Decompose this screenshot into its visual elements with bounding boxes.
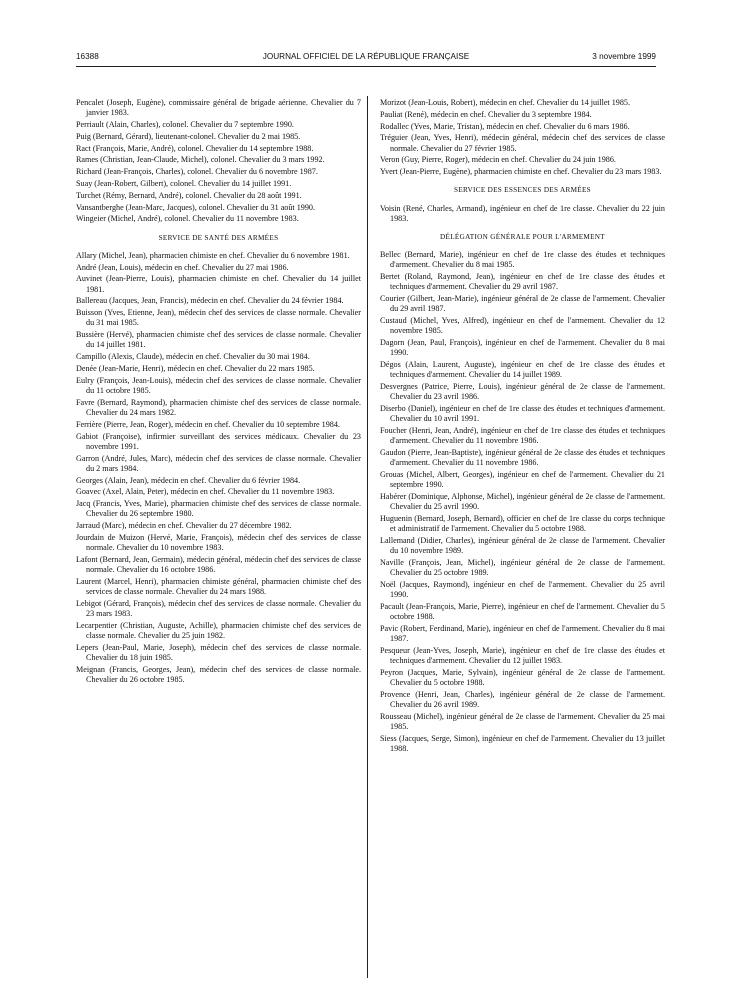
entries-dga: [380, 250, 665, 754]
list-item: Grouas (Michel, Albert, Georges), ingénieur en chef de l'armement. Chevalier du 21 septembre 1990.: [380, 470, 665, 490]
list-item: Jourdain de Muizon (Hervé, Marie, François), médecin chef des services de classe normale. Chevalier du 10 novembre 1983.: [76, 532, 361, 553]
journal-title: JOURNAL OFFICIEL DE LA RÉPUBLIQUE FRANÇAISE: [262, 52, 470, 61]
list-item: Rousseau (Michel), ingénieur général de 2e classe de l'armement. Chevalier du 25 mai 1985.: [380, 712, 665, 732]
list-item: Lebigot (Gérard, François), médecin chef des services de classe normale. Chevalier du 23 mars 1983.: [76, 598, 361, 619]
right-column: [380, 98, 665, 756]
page-header: [76, 52, 656, 66]
list-item: Lallemand (Didier, Charles), ingénieur général de 2e classe de l'armement. Chevalier du 10 novembre 1989.: [380, 536, 665, 556]
list-item: Ferrière (Pierre, Jean, Roger), médecin en chef. Chevalier du 10 septembre 1984.: [76, 419, 340, 429]
list-item: Huguenin (Bernard, Joseph, Bernard), officier en chef de 1re classe du corps technique et administratif de l'armement. Chevalier du 5 octobre 1988.: [380, 514, 665, 534]
list-item: Diserbo (Daniel), ingénieur en chef de 1re classe des études et techniques d'armement. Chevalier du 10 avril 1991.: [380, 404, 665, 424]
list-item: Lecarpentier (Christian, Auguste, Achille), pharmacien chimiste chef des services de classe normale. Chevalier du 25 juin 1982.: [76, 620, 361, 641]
page-number: 16388: [76, 52, 99, 61]
list-item: Siess (Jacques, Serge, Simon), ingénieur en chef de l'armement. Chevalier du 13 juillet 1988.: [380, 734, 665, 754]
list-item: Pencalet (Joseph, Eugène), commissaire général de brigade aérienne. Chevalier du 7 janvier 1983.: [76, 98, 361, 118]
list-item: Pavic (Robert, Ferdinand, Marie), ingénieur en chef de l'armement. Chevalier du 8 mai 1987.: [380, 624, 665, 644]
list-item: Laurent (Marcel, Henri), pharmacien chimiste général, pharmacien chimiste chef des services de classe normale. Chevalier du 24 mars 1988.: [76, 576, 361, 597]
list-item: Veron (Guy, Pierre, Roger), médecin en chef. Chevalier du 24 juin 1986.: [380, 155, 616, 165]
list-item: Provence (Henri, Jean, Charles), ingénieur général de 2e classe de l'armement. Chevalier du 26 avril 1989.: [380, 690, 665, 710]
list-item: Ract (François, Marie, André), colonel. Chevalier du 14 septembre 1988.: [76, 143, 314, 153]
list-item: Rodallec (Yves, Marie, Tristan), médecin en chef. Chevalier du 6 mars 1986.: [380, 121, 630, 131]
list-item: André (Jean, Louis), médecin en chef. Chevalier du 27 mai 1986.: [76, 262, 289, 272]
list-item: Campillo (Alexis, Claude), médecin en chef. Chevalier du 30 mai 1984.: [76, 352, 310, 362]
list-item: Foucher (Henri, Jean, André), ingénieur en chef de 1re classe des études et techniques d'armement. Chevalier du 11 novembre 1986.: [380, 426, 665, 446]
section-title-essences: SERVICE DES ESSENCES DES ARMÉES: [454, 186, 591, 195]
list-item: Jacq (Francis, Yves, Marie), pharmacien chimiste chef des services de classe normale. Chevalier du 26 septembre 1980.: [76, 499, 361, 519]
list-item: Yvert (Jean-Pierre, Eugène), pharmacien chimiste en chef. Chevalier du 23 mars 1983.: [380, 167, 662, 177]
issue-date: 3 novembre 1999: [592, 52, 656, 61]
entries-air: [76, 98, 361, 225]
list-item: Eulry (François, Jean-Louis), médecin chef des services de classe normale. Chevalier du 11 octobre 1985.: [76, 375, 361, 395]
list-item: Perriault (Alain, Charles), colonel. Chevalier du 7 septembre 1990.: [76, 120, 294, 129]
list-item: Puig (Bernard, Gérard), lieutenant-colonel. Chevalier du 2 mai 1985.: [76, 131, 301, 141]
list-item: Desvergnes (Patrice, Pierre, Louis), ingénieur général de 2e classe de l'armement. Chevalier du 23 avril 1986.: [380, 382, 665, 402]
list-item: Naville (François, Jean, Michel), ingénieur général de 2e classe de l'armement. Chevalier du 25 octobre 1989.: [380, 558, 665, 578]
header-rule: [76, 66, 656, 67]
list-item: Custaud (Michel, Yves, Alfred), ingénieur en chef de l'armement. Chevalier du 12 novembre 1985.: [380, 316, 665, 336]
list-item: Courier (Gilbert, Jean-Marie), ingénieur général de 2e classe de l'armement. Chevalier du 29 avril 1987.: [380, 294, 665, 314]
list-item: Goavec (Axel, Alain, Peter), médecin en chef. Chevalier du 11 novembre 1983.: [76, 487, 335, 497]
list-item: Pacault (Jean-François, Marie, Pierre), ingénieur en chef de l'armement. Chevalier du 5 octobre 1988.: [380, 602, 665, 622]
list-item: Richard (Jean-François, Charles), colonel. Chevalier du 6 novembre 1987.: [76, 167, 318, 177]
list-item: Tréguier (Jean, Yves, Henri), médecin général, médecin chef des services de classe normale. Chevalier du 27 février 1985.: [380, 133, 665, 153]
list-item: Suay (Jean-Robert, Gilbert), colonel. Chevalier du 14 juillet 1991.: [76, 178, 292, 188]
list-item: Pesqueur (Jean-Yves, Joseph, Marie), ingénieur en chef de 1re classe des études et techniques d'armement. Chevalier du 12 juillet 1983.: [380, 646, 665, 666]
list-item: Meignan (Francis, Georges, Jean), médecin chef des services de classe normale. Chevalier du 26 octobre 1985.: [76, 664, 361, 685]
column-divider: [367, 96, 368, 978]
list-item: Bellec (Bernard, Marie), ingénieur en chef de 1re classe des études et techniques d'armement. Chevalier du 8 mai 1985.: [380, 250, 665, 270]
list-item: Wingeier (Michel, André), colonel. Chevalier du 11 novembre 1983.: [76, 214, 299, 224]
list-item: Garron (André, Jules, Marc), médecin chef des services de classe normale. Chevalier du 2 mars 1984.: [76, 453, 361, 473]
list-item: Pauliat (René), médecin en chef. Chevalier du 3 septembre 1984.: [380, 109, 592, 119]
entries-sante: [76, 251, 361, 686]
list-item: Gaudon (Pierre, Jean-Baptiste), ingénieur général de 2e classe des études et techniques d'armement. Chevalier du 11 novembre 1986.: [380, 448, 665, 468]
list-item: Allary (Michel, Jean), pharmacien chimiste en chef. Chevalier du 6 novembre 1981.: [76, 250, 350, 260]
list-item: Auvinet (Jean-Pierre, Louis), pharmacien chimiste en chef. Chevalier du 14 juillet 1981.: [76, 274, 361, 294]
section-title-dga: DÉLÉGATION GÉNÉRALE POUR L'ARMEMENT: [440, 233, 605, 241]
list-item: Buisson (Yves, Etienne, Jean), médecin chef des services de classe normale. Chevalier du 31 mai 1985.: [76, 308, 361, 328]
list-item: Bertet (Roland, Raymond, Jean), ingénieur en chef de 1re classe des études et techniques d'armement. Chevalier du 29 avril 1987.: [380, 272, 665, 292]
list-item: Vansantberghe (Jean-Marc, Jacques), colonel. Chevalier du 31 août 1990.: [76, 202, 316, 212]
list-item: Peyron (Jacques, Marie, Sylvain), ingénieur général de 2e classe de l'armement. Chevalier du 5 octobre 1988.: [380, 668, 665, 688]
list-item: Turchet (Rémy, Bernard, André), colonel. Chevalier du 28 août 1991.: [76, 190, 302, 200]
list-item: Habérer (Dominique, Alphonse, Michel), ingénieur général de 2e classe de l'armement. Chevalier du 25 avril 1990.: [380, 492, 665, 512]
section-title-sante: SERVICE DE SANTÉ DES ARMÉES: [158, 233, 279, 242]
list-item: Voisin (René, Charles, Armand), ingénieur en chef de 1re classe. Chevalier du 22 juin 1983.: [380, 203, 665, 223]
list-item: Jarraud (Marc), médecin en chef. Chevalier du 27 décembre 1982.: [76, 521, 292, 531]
list-item: Morizot (Jean-Louis, Robert), médecin en chef. Chevalier du 14 juillet 1985.: [380, 98, 630, 107]
list-item: Lafont (Bernard, Jean, Germain), médecin général, médecin chef des services de classe normale. Chevalier du 16 octobre 1986.: [76, 554, 361, 575]
list-item: Georges (Alain, Jean), médecin en chef. Chevalier du 6 février 1984.: [76, 475, 301, 485]
list-item: Lepers (Jean-Paul, Marie, Joseph), médecin chef des services de classe normale. Chevalier du 18 juin 1985.: [76, 642, 361, 663]
list-item: Noël (Jacques, Raymond), ingénieur en chef de l'armement. Chevalier du 25 avril 1990.: [380, 580, 665, 600]
list-item: Bussière (Hervé), pharmacien chimiste chef des services de classe normale. Chevalier du 14 juillet 1981.: [76, 330, 361, 350]
list-item: Dégos (Alain, Laurent, Auguste), ingénieur en chef de 1re classe des études et techniques d'armement. Chevalier du 14 juillet 1989.: [380, 360, 665, 380]
entries-essences: [380, 204, 665, 224]
list-item: Ballereau (Jacques, Jean, Francis), médecin en chef. Chevalier du 24 février 1984.: [76, 296, 344, 306]
left-column: [76, 98, 361, 687]
list-item: Rames (Christian, Jean-Claude, Michel), colonel. Chevalier du 3 mars 1992.: [76, 155, 325, 165]
entries-sante-cont: [380, 98, 665, 177]
list-item: Gabiot (Françoise), infirmier surveillant des services médicaux. Chevalier du 23 novembre 1991.: [76, 431, 361, 451]
list-item: Favre (Bernard, Raymond), pharmacien chimiste chef des services de classe normale. Chevalier du 24 mars 1982.: [76, 397, 361, 417]
list-item: Denée (Jean-Marie, Henri), médecin en chef. Chevalier du 22 mars 1985.: [76, 363, 315, 373]
list-item: Dagorn (Jean, Paul, François), ingénieur en chef de l'armement. Chevalier du 8 mai 1990.: [380, 338, 665, 358]
